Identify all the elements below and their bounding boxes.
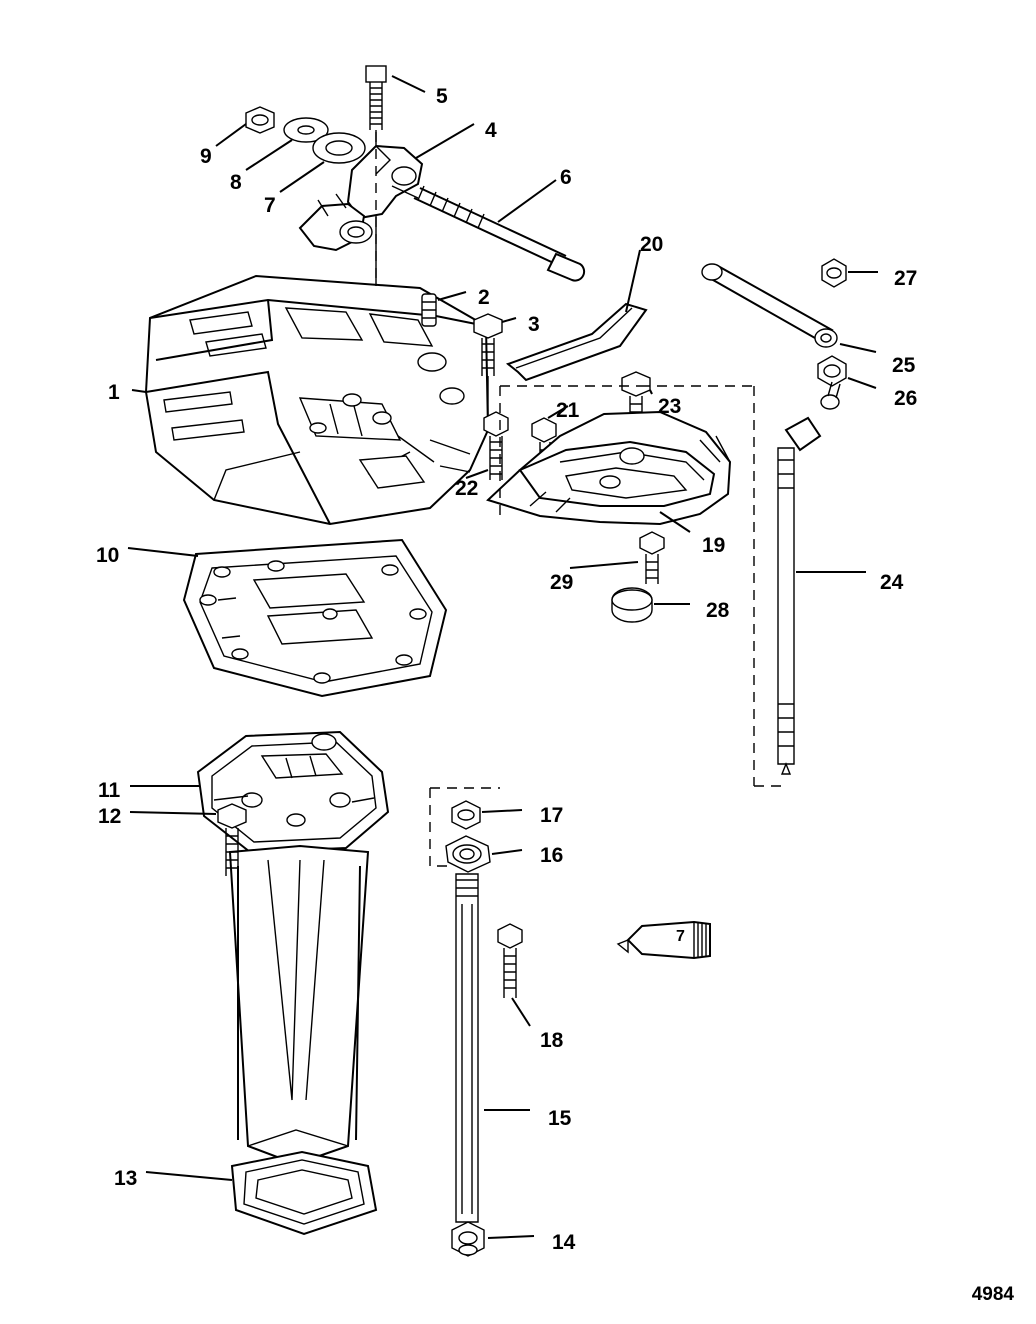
callout-4: 4 xyxy=(485,119,497,142)
part-2-dowel-pin xyxy=(422,294,436,326)
part-25-link-arm xyxy=(702,264,837,347)
part-19-exhaust-plate xyxy=(488,412,730,524)
callout-6: 6 xyxy=(560,166,572,189)
part-18-bolt xyxy=(498,924,522,998)
callout-19: 19 xyxy=(702,534,726,557)
lubricant-tube-label: 7 xyxy=(676,928,685,945)
lubricant-tube xyxy=(618,922,710,958)
part-1-driveshaft-housing xyxy=(146,276,488,524)
callout-26: 26 xyxy=(894,387,918,410)
sheet-code: 4984 xyxy=(971,1284,1014,1305)
callout-5: 5 xyxy=(436,85,448,108)
part-11-lower-housing xyxy=(198,732,388,1164)
callout-23: 23 xyxy=(658,395,682,418)
callout-1: 1 xyxy=(108,381,120,404)
callout-20: 20 xyxy=(640,233,664,256)
part-26-bushing xyxy=(818,356,846,386)
callout-21: 21 xyxy=(556,399,580,422)
part-13-seal-ring xyxy=(232,1152,376,1234)
callout-27: 27 xyxy=(894,267,918,290)
callout-11: 11 xyxy=(98,779,121,802)
part-24-shift-rod xyxy=(778,382,840,774)
part-28-plug xyxy=(612,588,652,622)
callout-7: 7 xyxy=(264,194,276,217)
part-6-threaded-rod xyxy=(414,186,584,281)
part-7-seal xyxy=(313,133,365,163)
callout-18: 18 xyxy=(540,1029,564,1052)
callout-8: 8 xyxy=(230,171,242,194)
callout-28: 28 xyxy=(706,599,730,622)
callout-25: 25 xyxy=(892,354,916,377)
part-14-nut xyxy=(452,1222,484,1256)
callout-13: 13 xyxy=(114,1167,138,1190)
callout-14: 14 xyxy=(552,1231,576,1254)
part-29-bolt xyxy=(640,532,664,584)
callout-3: 3 xyxy=(528,313,540,336)
callout-29: 29 xyxy=(550,571,574,594)
callout-22: 22 xyxy=(455,477,479,500)
part-9-nut xyxy=(246,107,274,133)
callout-16: 16 xyxy=(540,844,564,867)
callout-10: 10 xyxy=(96,544,120,567)
part-10-gasket xyxy=(184,540,446,696)
part-15-driveshaft xyxy=(456,874,478,1222)
part-4-shift-bracket xyxy=(300,146,422,250)
callout-15: 15 xyxy=(548,1107,572,1130)
callout-24: 24 xyxy=(880,571,904,594)
part-17-nut xyxy=(452,801,480,829)
callout-12: 12 xyxy=(98,805,122,828)
callout-17: 17 xyxy=(540,804,564,827)
callout-9: 9 xyxy=(200,145,212,168)
part-16-retainer xyxy=(446,836,490,872)
part-27-nut xyxy=(822,259,846,287)
callout-2: 2 xyxy=(478,286,490,309)
